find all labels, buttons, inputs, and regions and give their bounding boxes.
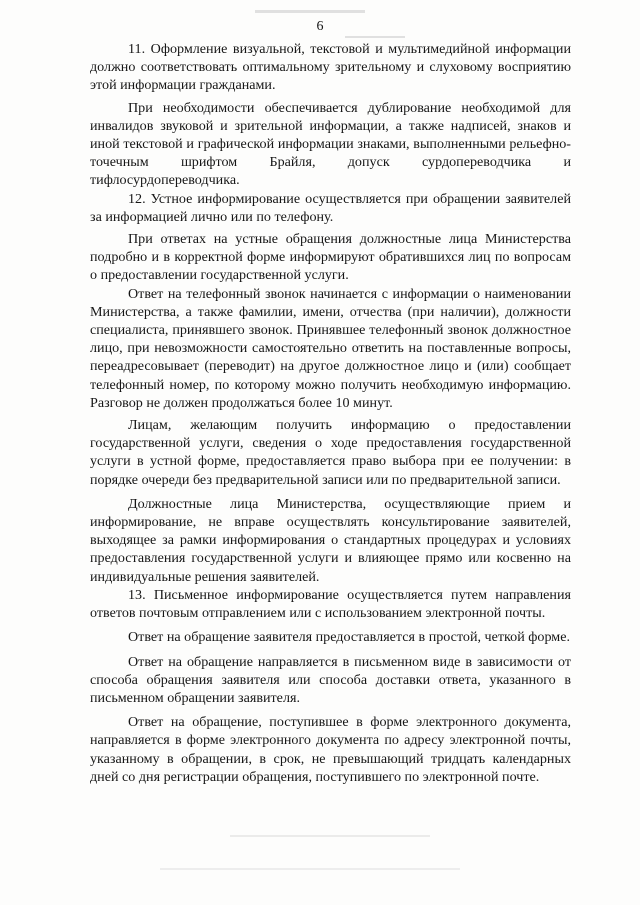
body-text	[90, 40, 571, 786]
scan-smudge-top-right	[345, 36, 405, 38]
paragraph-braille: При необходимости обеспечивается дублирование необходимой для инвалидов звуковой и зрительной информации, а также надписей, знаков и иной текстовой и графической информации знаками, выполненными рельефно-точечным шрифтом Брайля, допуск сурдопереводчика и тифлосурдопереводчика.	[90, 99, 571, 189]
paragraph-queue: Лицам, желающим получить информацию о предоставлении государственной услуги, сведения о ходе предоставления государственной услуги в устной форме, предоставляется право выбора при ее получении: в порядке очереди без предварительной записи или по предварительной записи.	[90, 417, 571, 488]
page-number: 6	[316, 19, 324, 34]
paragraph-oral-answers: При ответах на устные обращения должностные лица Министерства подробно и в корректной форме информируют обратившихся лиц по вопросам о предоставлении государственной услуги.	[90, 231, 571, 284]
paragraph-11: 11. Оформление визуальной, текстовой и мультимедийной информации должно соответствовать оптимальному зрительному и слуховому восприятию этой информации гражданами.	[90, 41, 571, 94]
paragraph-written-form: Ответ на обращение направляется в письменном виде в зависимости от способа обращения заявителя или способа доставки ответа, указанного в письменном обращении заявителя.	[90, 653, 571, 706]
paragraph-13: 13. Письменное информирование осуществляется путем направления ответов почтовым отправлением или с использованием электронной почты.	[90, 586, 571, 622]
paragraph-officials: Должностные лица Министерства, осуществляющие прием и информирование, не вправе осуществлять консультирование заявителей, выходящее за рамки информирования о стандартных процедурах и условиях предоставления государственной услуги и влияющее прямо или косвенно на индивидуальные решения заявителей.	[90, 495, 571, 585]
scan-smudge-bottom	[230, 835, 430, 837]
scan-smudge-top	[255, 10, 365, 13]
paragraph-electronic: Ответ на обращение, поступившее в форме электронного документа, направляется в форме электронного документа по адресу электронной почты, указанному в обращении, в срок, не превышающий тридцать календарных дней со дня регистрации обращения, поступившего по электронной почте.	[90, 714, 571, 785]
paragraph-12: 12. Устное информирование осуществляется при обращении заявителей за информацией лично или по телефону.	[90, 190, 571, 225]
scan-smudge-bottom-2	[160, 868, 460, 870]
paragraph-simple-form: Ответ на обращение заявителя предоставляется в простой, четкой форме.	[128, 629, 571, 646]
paragraph-phone-call: Ответ на телефонный звонок начинается с информации о наименовании Министерства, а также фамилии, имени, отчества (при наличии), должности специалиста, принявшего звонок. Принявшее телефонный звонок должностное лицо, при невозможности самостоятельно ответить на поставленные вопросы, переадресовывает (переводит) на другое должностное лицо и (или) сообщает телефонный номер, по которому можно получить необходимую информацию. Разговор не должен продолжаться более 10 минут.	[90, 285, 571, 411]
